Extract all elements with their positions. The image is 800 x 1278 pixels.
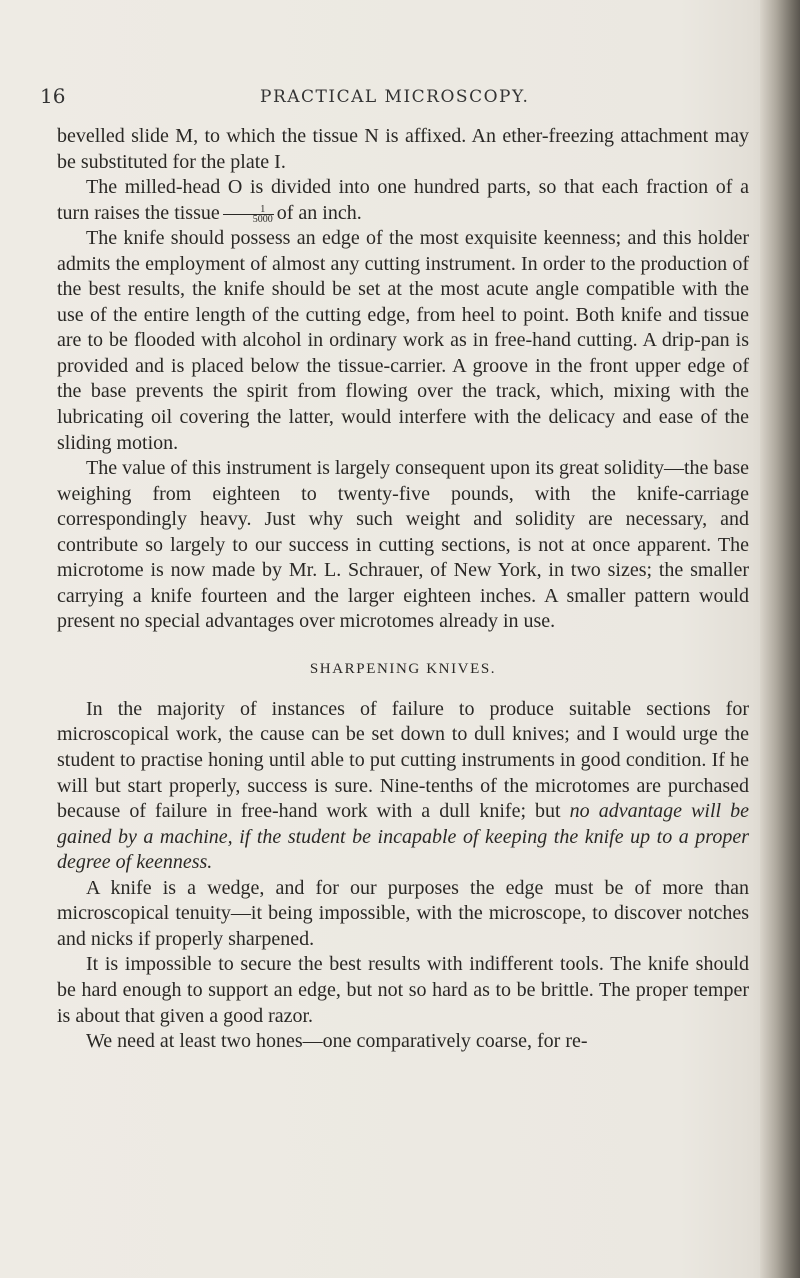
fraction-numerator: 1 xyxy=(223,205,274,215)
fraction-denominator: 5000 xyxy=(252,213,273,225)
paragraph: The knife should possess an edge of the most exquisite keenness; and this holder admits the employment of almost any cutting instrument. In order to the production of the best results, the knife should be set at the most acute angle compatible with the use of the entire length of the cutting edge, from heel to point. Both knife and tissue are to be flooded with alcohol in ordinary work as in free-hand cutting. A drip-pan is provided and is placed below the tissue-carrier. A groove in the front upper edge of the base prevents the spirit from flowing over the track, which, mixing with the lubricating oil covering the latter, would interfere with the delicacy and ease of the sliding motion. xyxy=(57,227,749,454)
page-binding-edge xyxy=(760,0,800,1278)
paragraph: bevelled slide M, to which the tissue N is affixed. An ether-freezing attachment may be substituted for the plate I. xyxy=(57,125,749,173)
page-number: 16 xyxy=(40,84,66,108)
fraction xyxy=(223,205,274,224)
paragraph: The value of this instrument is largely consequent upon its great solidity—the base weighing from eighteen to twenty-five pounds, with the knife-carriage correspondingly heavy. Just why such weight and solidity are necessary, and contribute so largely to our success in cutting sections, is not at once apparent. The microtome is now made by Mr. L. Schrauer, of New York, in two sizes; the smaller carrying a knife fourteen and the larger eighteen inches. A smaller pattern would present no special advantages over microtomes already in use. xyxy=(57,457,749,633)
text-span: of an inch. xyxy=(276,201,362,224)
paragraph: A knife is a wedge, and for our purposes the edge must be of more than microscopical tenuity—it being impossible, with the microscope, to discover notches and nicks if properly sharpened. xyxy=(57,876,749,950)
italic-text: no advantage will be gained by a machine, if the student be incapable of keeping the knife up to a proper degree of keenness. xyxy=(57,800,750,874)
section-heading: SHARPENING KNIVES. xyxy=(309,660,497,677)
paragraph xyxy=(57,697,749,876)
running-head: PRACTICAL MICROSCOPY. xyxy=(260,87,530,107)
body-text xyxy=(57,124,749,1055)
text-span: The milled-head O is divided into one hundred parts, so that each fraction of a turn raises the tissue xyxy=(57,176,749,224)
paragraph xyxy=(57,175,749,226)
paragraph: It is impossible to secure the best results with indifferent tools. The knife should be hard enough to support an edge, but not so hard as to be brittle. The proper temper is about that given a good razor. xyxy=(57,953,749,1027)
paragraph: We need at least two hones—one comparatively coarse, for re- xyxy=(86,1030,588,1053)
text-span: In the majority of instances of failure to produce suitable sections for microscopical work, the cause can be set down to dull knives; and I would urge the student to practise honing until able to put cutting instruments in good condition. If he will but start properly, success is sure. Nine-tenths of the microtomes are purchased because of failure in free-hand work with a dull knife; but xyxy=(57,697,749,823)
